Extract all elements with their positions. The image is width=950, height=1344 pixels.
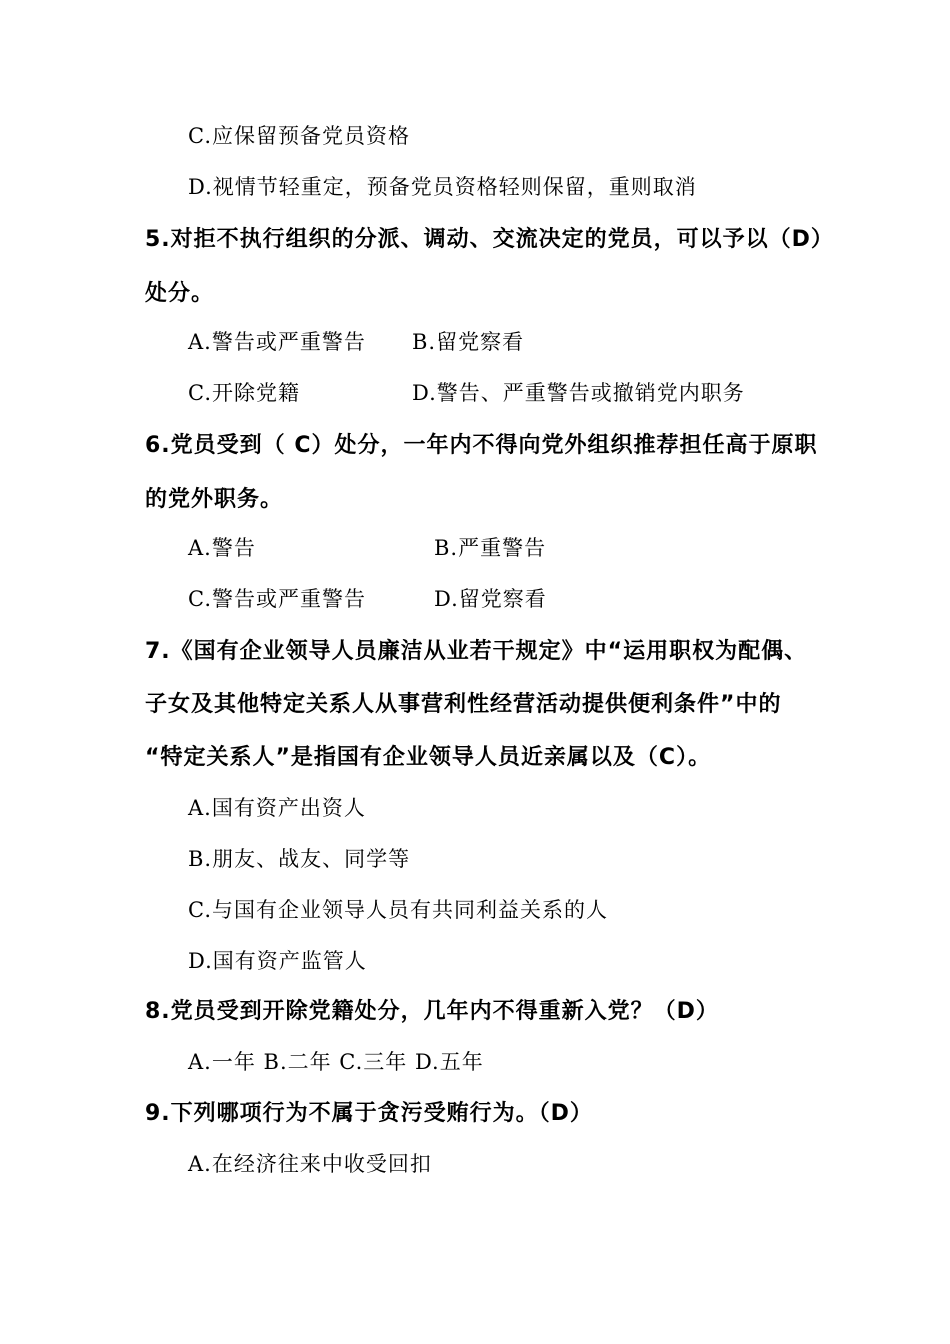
q8-text-line1: 8.党员受到开除党籍处分，几年内不得重新入党？（D）: [145, 999, 719, 1024]
q8-options: A.一年 B.二年 C.三年 D.五年: [188, 1050, 484, 1074]
q5-option-b: B.留党察看: [412, 330, 525, 354]
q9-text-line1: 9.下列哪项行为不属于贪污受贿行为。（D）: [145, 1101, 593, 1126]
q6-text-line1: 6.党员受到（ C）处分，一年内不得向党外组织推荐担任高于原职: [145, 433, 818, 458]
q7-option-a: A.国有资产出资人: [188, 796, 366, 820]
q5-options-row1: [188, 330, 525, 354]
q6-option-a: A.警告: [188, 536, 256, 560]
q5-option-a: A.警告或严重警告: [188, 330, 366, 354]
q7-text-line2: 子女及其他特定关系人从事营利性经营活动提供便利条件”中的: [145, 692, 782, 717]
q5-text-line1: 5.对拒不执行组织的分派、调动、交流决定的党员，可以予以（D）: [145, 227, 834, 252]
q5-option-d: D.警告、严重警告或撤销党内职务: [412, 381, 745, 405]
q9-option-a: A.在经济往来中收受回扣: [188, 1152, 432, 1176]
q4-option-c: C.应保留预备党员资格: [188, 124, 410, 148]
q6-option-d: D.留党察看: [434, 587, 547, 611]
q6-option-b: B.严重警告: [434, 536, 547, 560]
q5-text-line2: 处分。: [145, 281, 215, 306]
q4-option-d: D.视情节轻重定，预备党员资格轻则保留，重则取消: [188, 175, 697, 199]
q5-options-row2: [188, 381, 745, 405]
q6-options-row1: [188, 536, 547, 560]
q7-text-line1: 7.《国有企业领导人员廉洁从业若干规定》中“运用职权为配偶、: [145, 639, 808, 664]
q7-option-c: C.与国有企业领导人员有共同利益关系的人: [188, 898, 608, 922]
q6-option-c: C.警告或严重警告: [188, 587, 366, 611]
q5-option-c: C.开除党籍: [188, 381, 300, 405]
q6-text-line2: 的党外职务。: [145, 487, 284, 512]
q7-option-d: D.国有资产监管人: [188, 949, 367, 973]
q7-option-b: B.朋友、战友、同学等: [188, 847, 411, 871]
q7-text-line3: “特定关系人”是指国有企业领导人员近亲属以及（C）。: [145, 745, 712, 770]
q6-options-row2: [188, 587, 547, 611]
